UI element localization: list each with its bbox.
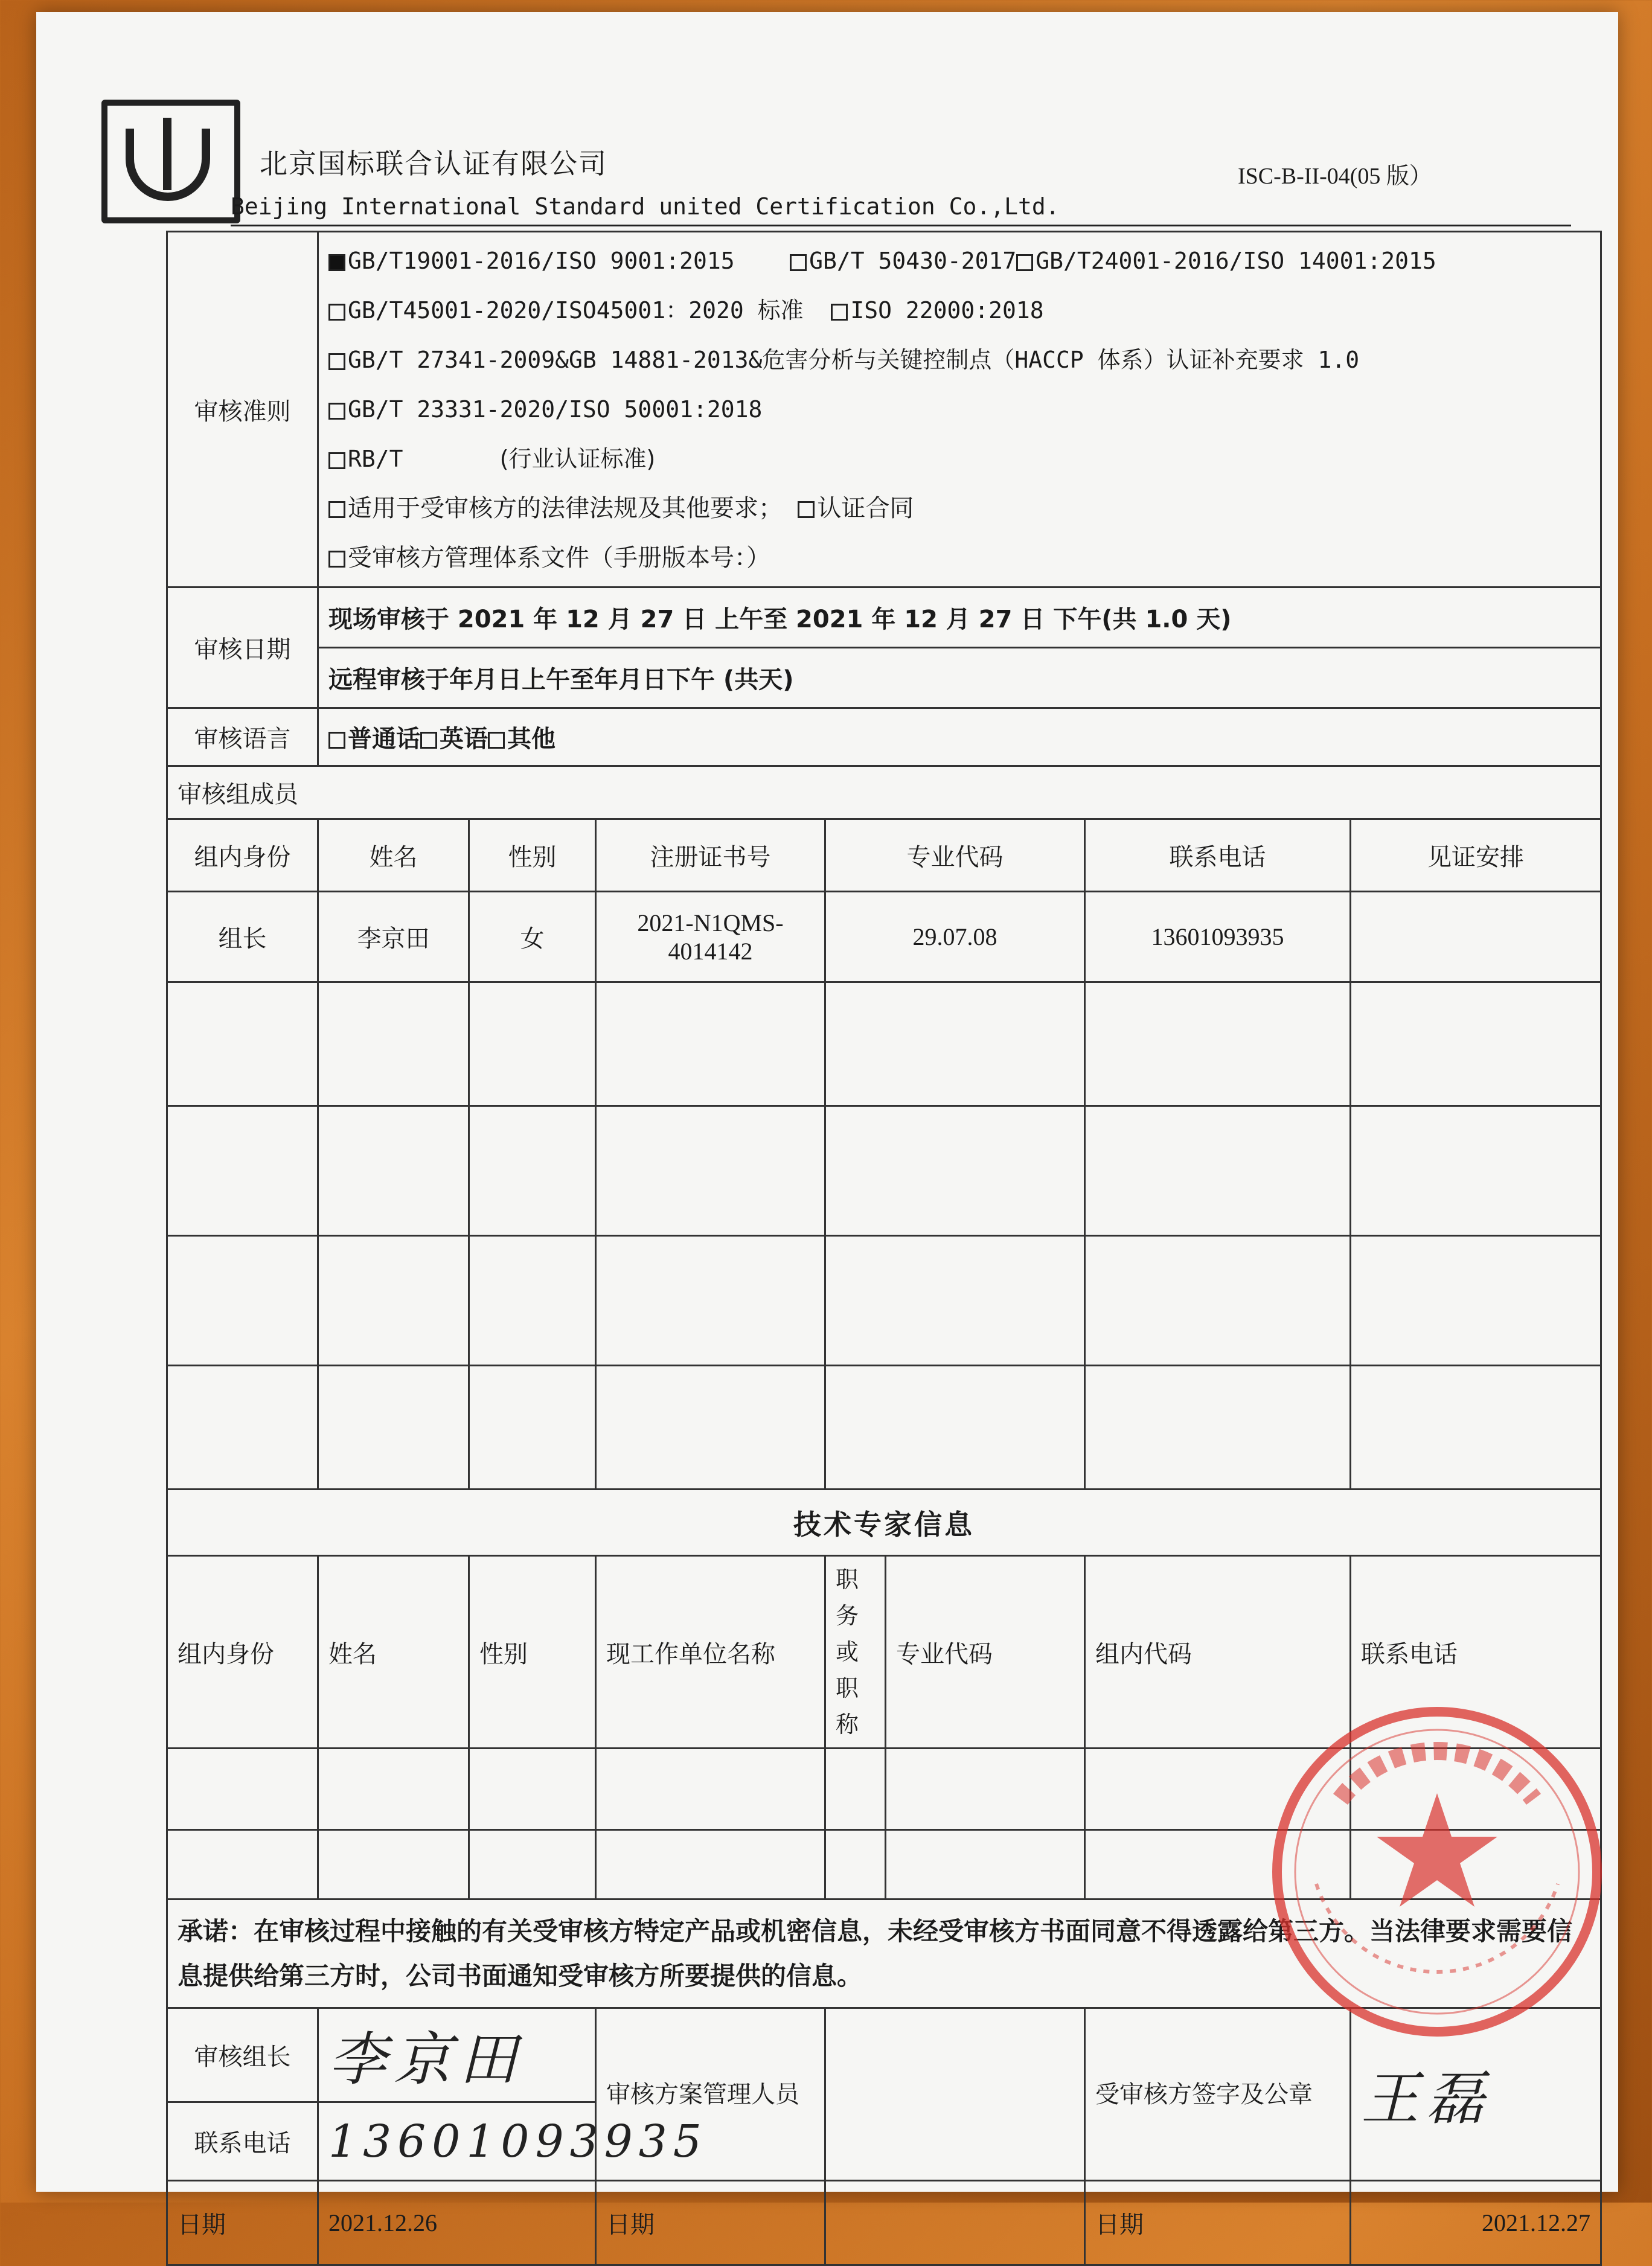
checkbox[interactable] xyxy=(328,403,345,420)
team-empty-row xyxy=(167,982,1601,1106)
criteria-line-1 xyxy=(328,236,1590,286)
leader-signature-cell xyxy=(318,2008,596,2102)
confidentiality-promise: 承诺：在审核过程中接触的有关受审核方特定产品或机密信息，未经受审核方书面同意不得透露给第三方。当法律要求需要信息提供给第三方时，公司书面通知受审核方所要提供的信息。 xyxy=(167,1900,1601,2008)
document-number: ISC-B-II-04(05 版） xyxy=(1238,164,1432,189)
team-gender: 女 xyxy=(469,892,596,982)
criteria-line-2 xyxy=(328,286,1590,335)
phone-label: 联系电话 xyxy=(167,2102,318,2181)
company-name-en: Beijing International Standard united Certification Co.,Ltd. xyxy=(231,193,1060,220)
company-seal-stamp xyxy=(1268,1703,1606,2041)
phone-cell xyxy=(318,2102,708,2181)
checkbox[interactable] xyxy=(420,732,437,749)
date-value-3: 2021.12.27 xyxy=(1351,2181,1601,2265)
team-code: 29.07.08 xyxy=(825,892,1085,982)
auditee-label: 受审核方签字及公章 xyxy=(1085,2008,1351,2181)
criteria-line-5 xyxy=(328,434,1590,484)
onsite-audit-date: 现场审核于 2021 年 12 月 27 日 上午至 2021 年 12 月 27 日 下午(共 1.0 天) xyxy=(318,587,1601,648)
team-header-code: 专业代码 xyxy=(825,819,1085,892)
auditee-signature: 王磊 xyxy=(1361,2065,1491,2133)
criteria-rbt: RB/T xyxy=(348,446,403,472)
criteria-qms: GB/T19001-2016/ISO 9001:2015 xyxy=(348,248,735,274)
document xyxy=(36,12,1618,2239)
criteria-energy: GB/T 23331-2020/ISO 50001:2018 xyxy=(348,396,763,423)
checkbox[interactable] xyxy=(790,254,807,271)
criteria-manual: 受审核方管理体系文件（手册版本号：） xyxy=(348,544,770,572)
checkbox[interactable] xyxy=(328,551,345,568)
expert-header-employer: 现工作单位名称 xyxy=(596,1556,825,1749)
team-empty-row xyxy=(167,1366,1601,1490)
team-header-phone: 联系电话 xyxy=(1085,819,1351,892)
lang-mandarin: 普通话 xyxy=(348,725,420,753)
criteria-line-3 xyxy=(328,335,1590,385)
remote-audit-date: 远程审核于年月日上午至年月日下午 (共天) xyxy=(318,648,1601,708)
lang-other: 其他 xyxy=(507,725,555,753)
header-rule xyxy=(231,225,1571,226)
criteria-construction: GB/T 50430-2017 xyxy=(809,248,1017,274)
team-empty-row xyxy=(167,1106,1601,1236)
team-header-cert: 注册证书号 xyxy=(596,819,825,892)
expert-header-title: 职务或职称 xyxy=(825,1556,886,1749)
criteria-haccp: GB/T 27341-2009&GB 14881-2013&危害分析与关键控制点（HACCP 体系）认证补充要求 1.0 xyxy=(348,347,1360,373)
expert-header-gender: 性别 xyxy=(469,1556,596,1749)
criteria-line-4 xyxy=(328,385,1590,434)
team-header-gender: 性别 xyxy=(469,819,596,892)
team-name: 李京田 xyxy=(318,892,469,982)
criteria-ems: GB/T24001-2016/ISO 14001:2015 xyxy=(1036,248,1436,274)
date-label-3: 日期 xyxy=(1085,2181,1351,2265)
checkbox[interactable] xyxy=(798,501,815,518)
date-label-1: 日期 xyxy=(167,2181,318,2265)
expert-header-code: 专业代码 xyxy=(886,1556,1085,1749)
checkbox[interactable] xyxy=(328,304,345,321)
expert-header-phone: 联系电话 xyxy=(1351,1556,1601,1749)
checkbox[interactable] xyxy=(1016,254,1033,271)
checkbox[interactable] xyxy=(328,732,345,749)
team-header-role: 组内身份 xyxy=(167,819,318,892)
criteria-contract: 认证合同 xyxy=(817,494,914,522)
criteria-ohs: GB/T45001-2020/ISO45001：2020 标准 xyxy=(348,297,804,324)
team-witness xyxy=(1351,892,1601,982)
company-logo xyxy=(101,100,240,223)
paper-sheet xyxy=(36,12,1618,2239)
leader-signature: 李京田 xyxy=(328,2026,524,2093)
checkbox[interactable] xyxy=(328,353,345,370)
team-header-name: 姓名 xyxy=(318,819,469,892)
checkbox[interactable] xyxy=(831,304,848,321)
checkbox-checked[interactable] xyxy=(328,254,345,271)
criteria-legal: 适用于受审核方的法律法规及其他要求； xyxy=(348,494,783,522)
plan-manager-sign xyxy=(825,2008,1085,2181)
lang-english: 英语 xyxy=(440,725,488,753)
expert-header-group-code: 组内代码 xyxy=(1085,1556,1351,1749)
leader-phone: 13601093935 xyxy=(328,2115,708,2168)
checkbox[interactable] xyxy=(328,452,345,469)
team-phone: 13601093935 xyxy=(1085,892,1351,982)
logo-bar xyxy=(163,118,171,190)
team-label: 审核组成员 xyxy=(167,766,1601,819)
audit-date-label: 审核日期 xyxy=(167,587,318,708)
checkbox[interactable] xyxy=(328,501,345,518)
criteria-line-7 xyxy=(328,533,1590,583)
team-role: 组长 xyxy=(167,892,318,982)
leader-label: 审核组长 xyxy=(167,2008,318,2102)
language-options xyxy=(318,708,1601,766)
criteria-label: 审核准则 xyxy=(167,232,318,587)
criteria-line-6 xyxy=(328,484,1590,533)
date-value-2 xyxy=(825,2181,1085,2265)
experts-title: 技术专家信息 xyxy=(167,1490,1601,1556)
criteria-content xyxy=(318,232,1601,587)
date-value-1: 2021.12.26 xyxy=(318,2181,596,2265)
expert-header-name: 姓名 xyxy=(318,1556,469,1749)
company-name-cn: 北京国标联合认证有限公司 xyxy=(260,147,607,180)
team-cert: 2021-N1QMS-4014142 xyxy=(596,892,825,982)
plan-manager-label: 审核方案管理人员 xyxy=(596,2008,825,2181)
checkbox[interactable] xyxy=(488,732,505,749)
criteria-food: ISO 22000:2018 xyxy=(850,297,1044,324)
language-label: 审核语言 xyxy=(167,708,318,766)
date-label-2: 日期 xyxy=(596,2181,825,2265)
team-empty-row xyxy=(167,1236,1601,1366)
expert-header-role: 组内身份 xyxy=(167,1556,318,1749)
criteria-industry-note: (行业认证标准) xyxy=(499,446,656,472)
team-header-witness: 见证安排 xyxy=(1351,819,1601,892)
